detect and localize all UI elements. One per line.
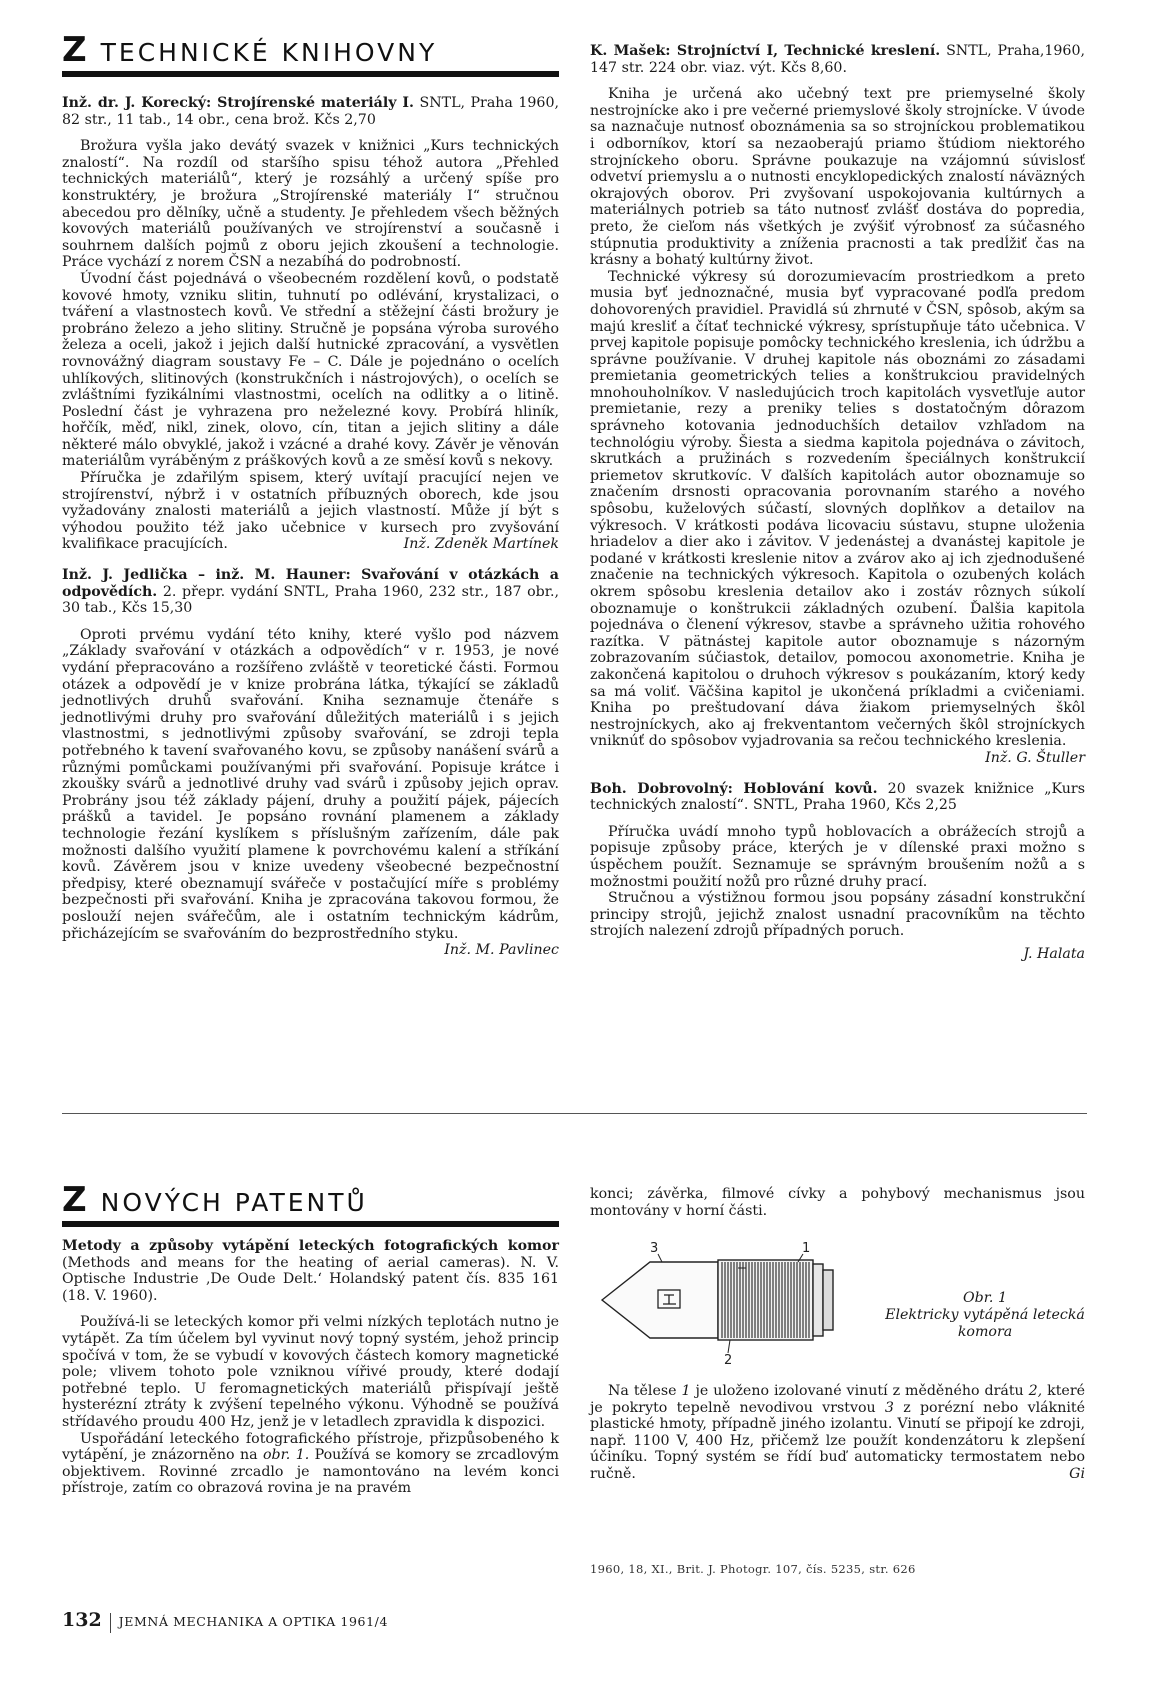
journal-name: JEMNÁ MECHANIKA A OPTIKA 1961/4	[118, 1614, 389, 1629]
review-paragraph: Stručnou a výstižnou formou jsou popsány zásadní konstrukční principy strojů, jejichž znalost usnadní pracovníkům na těchto strojích nalezení zdrojů případných poruch.	[590, 890, 1085, 940]
page-number: 132	[62, 1609, 102, 1631]
end-cap-inner	[823, 1270, 833, 1330]
review-signature: Inž. Zdeněk Martínek	[403, 536, 559, 553]
left-column-top	[62, 95, 559, 959]
review-signature: Inž. G. Štuller	[985, 749, 1085, 766]
camera-figure	[590, 1240, 880, 1365]
review-signature: J. Halata	[1023, 945, 1085, 962]
review-signature: Inž. M. Pavlinec	[444, 942, 559, 959]
mirror-housing	[602, 1262, 718, 1338]
left-column-bottom	[62, 1238, 559, 1497]
section-title-letter: Z	[62, 1180, 87, 1220]
figure-label-1: 1	[802, 1241, 811, 1256]
section-title-books	[62, 30, 437, 70]
section-rule	[62, 71, 559, 77]
review-heading: K. Mašek: Strojníctví I, Technické kreslení. SNTL, Praha,1960, 147 str. 224 obr. viaz. výt. Kčs 8,60.	[590, 43, 1085, 76]
review-paragraph: Příručka uvádí mnoho typů hoblovacích a obrážecích strojů a popisuje způsoby práce, kterých je v dílenské praxi možno s úspěchem použít. Seznamuje se správným broušením nožů a s možnostmi použití nožů pro různé druhy prací.	[590, 823, 1085, 890]
review-heading: Boh. Dobrovolný: Hoblování kovů. 20 svazek knižnice „Kurs technických znalostí“. SNTL, Praha 1960, Kčs 2,25	[590, 780, 1085, 814]
patent-paragraph: Používá-li se leteckých komor při velmi nízkých teplotách nutno je vytápět. Za tím účelem byl vyvinut nový topný systém, jehož princip spočívá v tom, že se vybudí v kovových částech komory magnetické pole; vlivem tohoto pole vzniknou vířivé proudy, které dodají potřebné teplo. U feromagnetických materiálů přispívají ještě hysterézní ztráty k zvýšení tepelného výkonu. Výhodně se používá střídavého proudu 400 Hz, jenž je v letadlech zpravidla k dispozici.	[62, 1314, 559, 1430]
review-paragraph: Kniha je určená ako učebný text pre priemyselné školy nestrojnícke ako i pre večerné priemyslové školy strojnícke. V úvode sa naznačuje nutnosť oboznámenia sa so strojníckou problematikou i odborníkov, ktorí sa nezaoberajú priamo štúdiom niektorého strojníckeho oboru. Správne poukazuje na vzájomnú súvislosť odvetví priemyslu a o nutnosti encyklopedických znalostí náväzných okrajových oborov. Pri zvyšovaní uspokojovania kultúrnych a materiálnych potrieb sa táto nutnosť zvlášť dostáva do popredia, preto, že cieľom nás všetkých je zvýšiť výrobnosť za súčasného stúpnutia produktivity a zníženia pracnosti a tak predĺžiť čas na krásny a bohatý kultúrny život.	[590, 86, 1085, 269]
figure-caption	[880, 1290, 1090, 1341]
right-column-top	[590, 43, 1085, 962]
figure-label-3: 3	[650, 1241, 659, 1256]
section-title-patents	[62, 1180, 368, 1220]
footer-divider	[110, 1613, 111, 1633]
section-divider	[62, 1113, 1087, 1114]
review-paragraph: Úvodní část pojednává o všeobecném rozdělení kovů, o podstatě kovové hmoty, vzniku slitin, tuhnutí po odlévání, krystalizaci, o tváření a vlastnostech kovů. Ve střední a stěžejní části brožury je probráno železo a jeho slitiny. Stručně je popsána výroba surového železa a oceli, jakož i jejich další hutnické zpracování, a vysvětlen rovnovážný diagram soustavy Fe – C. Dále je pojednáno o ocelích uhlíkových, slitinových (konstrukčních i nástrojových), o ocelích se zvláštními fyzikálními vlastnostmi, ocelích na odlitky a o litině. Poslední část je vyhrazena pro neželezné kovy. Probírá hliník, hořčík, měď, nikl, zinek, olovo, cín, titan a jejich slitiny a dále některé málo obvyklé, jakož i vzácné a drahé kovy. Závěr je věnován materiálům vyráběným z práškových kovů a ze směsí kovů s nekovy.	[62, 270, 559, 470]
end-cap	[813, 1264, 823, 1336]
patent-heading: Metody a způsoby vytápění leteckých fotografických komor (Methods and means for the heating of aerial cameras). N. V. Optische Industrie ‚De Oude Delt.‘ Holandský patent čís. 835 161 (18. V. 1960).	[62, 1238, 559, 1304]
patent-reference: 1960, 18, XI., Brit. J. Photogr. 107, čís. 5235, str. 626	[590, 1562, 916, 1576]
patent-paragraph: Uspořádání leteckého fotografického přístroje, přizpůsobeného k vytápění, je znázorněno na obr. 1. Používá se komory se zrcadlovým objektivem. Rovinné zrcadlo je namontováno na levém konci přístroje, zatím co obrazová rovina je na pravém	[62, 1430, 559, 1497]
camera-body	[718, 1260, 813, 1340]
patent-continuation	[590, 1186, 1085, 1219]
patent-description	[590, 1383, 1085, 1483]
review-paragraph: Brožura vyšla jako devátý svazek v knižnici „Kurs technických znalostí“. Na rozdíl od staršího spisu téhož autora „Přehled technických materiálů“, který je rozsáhlý a určený spíše pro konstruktéry, je brožura „Strojírenské materiály I“ stručnou abecedou pro dělníky, učně a studenty. Je přehledem všech běžných kovových materiálů používaných ve strojírenství a současně i souhrnem dalších pojmů z oboru jejich zkoušení a technologie. Práce vychází z norem ČSN a nezabíhá do podrobností.	[62, 138, 559, 271]
review-paragraph: Technické výkresy sú dorozumievacím prostriedkom a preto musia byť jednoznačné, musia byť vypracované podľa predom dohovorených pravidiel. Pravidlá sú zhrnuté v ČSN, spôsob, akým sa majú kresliť a čítať technické výkresy, sprístupňuje táto učebnica. V prvej kapitole popisuje pomôcky technického kreslenia, ich údržbu a správne používanie. V druhej kapitole nás oboznámi zo zásadami premietania geometrických telies a konštrukciou pravidelných mnohouholníkov. V nasledujúcich troch kapitolách vysvetľuje autor premietanie, rezy a preniky telies s dostatočným dôrazom správneho kotovania jednoduchších detailov vzhľadom na technológiu výroby. Šiesta a siedma kapitola pojednáva o závitoch, skrutkách a pružinách s rozvedením špeciálnych konštrukcií priemetov skrutkovíc. V ďalších kapitolách autor oboznamuje so značením drsnosti opracovania porovnaním starého a nového spôsobu, kuželových súčastí, slovných doplňkov a detailov na výkresoch. V krátkosti podáva licovaciu sústavu, stupne uloženia hriadelov a dier ako i závitov. V jedenástej a dvanástej kapitole je podané v krátkosti kreslenie nitov a zvárov ako aj ich zjednodušené značenie na technických výkresoch. Kapitola o ozubených kolách okrem spôsobu kreslenia detailov ako i zostáv rôznych súkolí oboznamuje o konštrukcii základných ozubení. Ďalšia kapitola pojednáva o členení výkresov, stavbe a správneho užitia rohového razítka. V pätnástej kapitole autor oboznamuje s názorným zobrazovaním súčiastok, detailov, pomocou axonometrie. Kniha je zakončená kapitolou o druhoch výkresov s poukázaním, ktorý kedy sa má voliť. Väčšina kapitol je ukončená príkladmi a cvičeniami. Kniha po preštudovaní dáva žiakom priemyselných škôl nestrojníckych, ako aj frekventantom večerných škôl strojníckych vniknúť do spôsobov vyjadrovania sa rečou technického kreslenia.	[590, 268, 1085, 750]
patent-signature: Gi	[1069, 1465, 1085, 1482]
review-paragraph: Oproti prvému vydání této knihy, které vyšlo pod názvem „Základy svařování v otázkách a odpovědích“ v r. 1953, je nové vydání přepracováno a rozšířeno zvláště v teoretické části. Formou otázek a odpovědí je v knize probrána látka, týkající se základů jednotlivých druhů svařování. Kniha seznamuje čtenáře s jednotlivými druhy pro svařování důležitých materiálů i s jejich vlastnostmi, s jednotlivými způsoby svařování, se zdroji tepla potřebného k tavení svařovaného kovu, se způsoby nanášení svárů a různými pomůckami používanými při svařování. Popisuje krátce i zkoušky svárů a jednotlivé druhy vad svárů i způsoby jejich oprav. Probrány jsou též základy pájení, druhy a použití pájek, pájecích prášků a tavidel. Je popsáno rovnání plamenem a základy technologie řezání kyslíkem s příslušným zařízením, dále pak možnosti dalšího využití plamene k povrchovému kalení a stříkání kovů. Závěrem jsou v knize uvedeny všeobecné bezpečnostní předpisy, které obeznamují svářeče v postačující míře s problémy bezpečnosti při svařování. Kniha je zpracována takovou formou, že poslouží nejen svářečům, ale i ostatním technickým kádrům, přicházejícím se svařováním do bezprostředního styku. Inž. M. Pavlinec	[62, 626, 559, 959]
review-paragraph: Příručka je zdařilým spisem, který uvítají pracující nejen ve strojírenství, nýbrž i v ostatních příbuzných oborech, kde jsou vyžadovány znalosti materiálů a jejich vlastností. Může jí být s výhodou použito též jako učebnice v kursech pro zvyšování kvalifikace pracujících. Inž. Zdeněk Martínek	[62, 470, 559, 553]
figure-caption-number: Obr. 1	[963, 1290, 1007, 1306]
section-title-letter: Z	[62, 30, 87, 70]
figure-reference: obr. 1.	[262, 1447, 310, 1464]
section-title-text: TECHNICKÉ KNIHOVNY	[100, 38, 438, 67]
figure-label-2: 2	[724, 1353, 733, 1365]
section-title-text: NOVÝCH PATENTŮ	[100, 1188, 368, 1217]
leader-line-3	[658, 1254, 662, 1262]
patent-paragraph: konci; závěrka, filmové cívky a pohybový mechanismus jsou montovány v horní části.	[590, 1186, 1085, 1219]
review-heading: Inž. J. Jedlička – inž. M. Hauner: Svařování v otázkách a odpovědích. 2. přepr. vydání SNTL, Praha 1960, 232 str., 187 obr., 30 tab., Kčs 15,30	[62, 567, 559, 617]
leader-line-2	[728, 1340, 730, 1353]
figure-caption-text: Elektricky vytápěná letecká komora	[885, 1307, 1085, 1340]
review-heading: Inž. dr. J. Korecký: Strojírenské materiály I. SNTL, Praha 1960, 82 str., 11 tab., 14 obr., cena brož. Kčs 2,70	[62, 95, 559, 128]
section-rule	[62, 1221, 559, 1227]
patent-paragraph: Na tělese 1 je uloženo izolované vinutí z měděného drátu 2, které je pokryto tepelně nevodivou vrstvou 3 z porézní nebo vláknité plastické hmoty, případně jiného izolantu. Vinutí se připojí ke zdroji, např. 1100 V, 400 Hz, přičemž lze použít kondenzátoru k zlepšení účiníku. Topný systém se řídí buď automaticky termostatem nebo ručně. Gi	[590, 1383, 1085, 1482]
page-footer	[62, 1609, 388, 1633]
